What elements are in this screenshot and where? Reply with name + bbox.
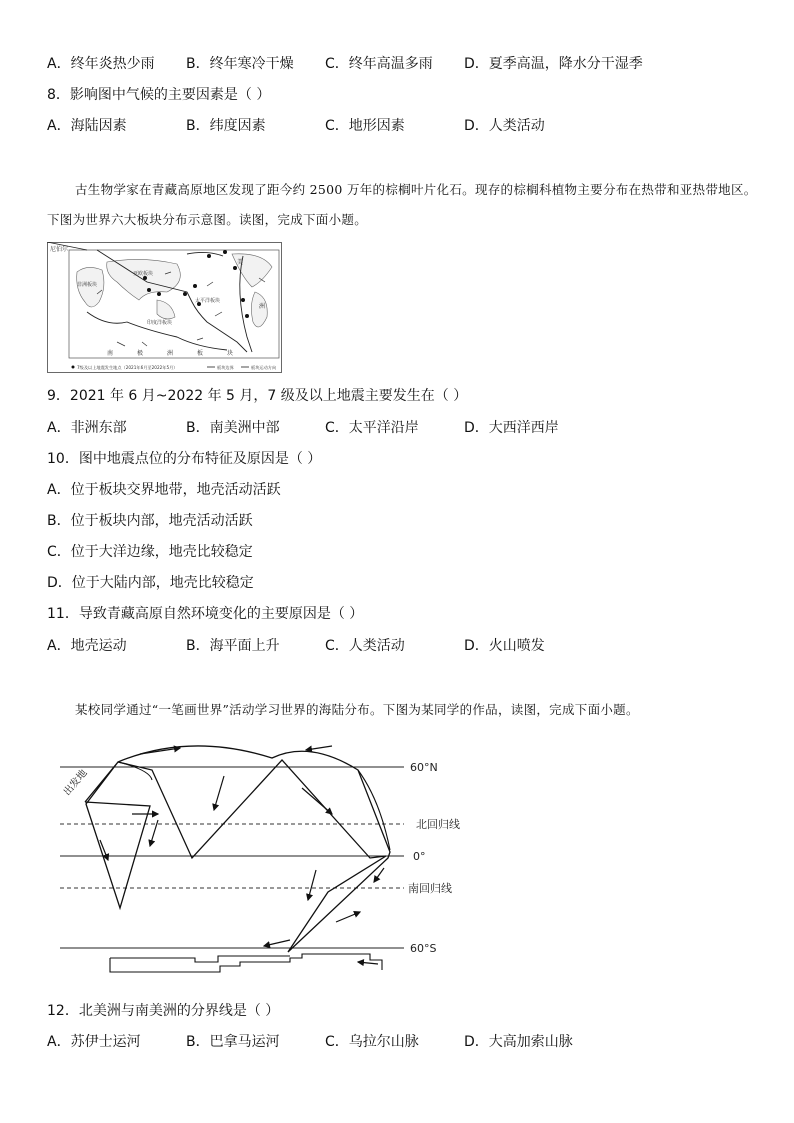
q10-stem: 10．图中地震点位的分布特征及原因是（ ）: [47, 451, 322, 467]
q9-option-c[interactable]: C．太平洋沿岸: [325, 420, 419, 436]
label-tropic-of-cancer: 北回归线: [416, 818, 460, 831]
q12-options: [47, 1032, 573, 1052]
antarctica-outline: [110, 954, 382, 972]
one-stroke-outline: [85, 746, 390, 952]
q10-option-a[interactable]: A．位于板块交界地带，地壳活动活跃: [47, 482, 281, 498]
label-antarctic-5: 块: [227, 350, 234, 357]
q12-option-b[interactable]: B．巴拿马运河: [186, 1034, 280, 1050]
arrow-2: [306, 746, 332, 750]
q10-option-d[interactable]: D．位于大陆内部，地壳比较稳定: [47, 575, 254, 591]
q9-option-d[interactable]: D．大西洋西岸: [464, 420, 559, 436]
q8-options: [47, 116, 545, 136]
q12-stem: 12．北美洲与南美洲的分界线是（ ）: [47, 1003, 280, 1019]
arrow-9: [336, 912, 360, 922]
arrow-12: [358, 962, 378, 964]
q8-option-b[interactable]: B．纬度因素: [186, 118, 266, 134]
label-african-plate: 非洲板块: [77, 282, 98, 288]
arrow-6: [214, 776, 224, 810]
label-antarctic-1: 南: [107, 350, 114, 357]
arrow-7: [302, 788, 332, 814]
legend-quake-text: 7级及以上地震发生地点（2021年6月至2022年5月）: [77, 365, 178, 370]
q12-option-d[interactable]: D．大高加索山脉: [464, 1034, 573, 1050]
legend-arrow-text: 板块运动方向: [251, 365, 277, 370]
q11-option-b[interactable]: B．海平面上升: [186, 638, 280, 654]
q11-stem: 11．导致青藏高原自然环境变化的主要原因是（ ）: [47, 606, 364, 622]
label-eurasian-plate: 亚欧板块: [133, 271, 154, 277]
arrow-10: [264, 940, 290, 946]
q10-option-b[interactable]: B．位于板块内部，地壳活动活跃: [47, 513, 253, 529]
legend-boundary-text: 板块边界: [217, 365, 234, 370]
europe-edge: [118, 762, 152, 780]
q12-option-a[interactable]: A．苏伊士运河: [47, 1034, 141, 1050]
q7-option-c[interactable]: C．终年高温多雨: [325, 56, 433, 72]
q8-option-d[interactable]: D．人类活动: [464, 118, 545, 134]
q7-option-a[interactable]: A．终年炎热少雨: [47, 56, 155, 72]
label-start-point: 出发地: [61, 767, 90, 798]
q11-option-a[interactable]: A．地壳运动: [47, 638, 127, 654]
label-south-america: 洲: [259, 303, 266, 310]
label-tropic-of-capricorn: 南回归线: [408, 882, 452, 895]
q11-option-d[interactable]: D．火山喷发: [464, 638, 545, 654]
label-antarctic-2: 极: [137, 350, 144, 357]
label-antarctic-3: 洲: [167, 350, 174, 357]
q11-option-c[interactable]: C．人类活动: [325, 638, 405, 654]
q9-option-b[interactable]: B．南美洲中部: [186, 420, 280, 436]
q7-option-b[interactable]: B．终年寒冷干燥: [186, 56, 294, 72]
q12-option-c[interactable]: C．乌拉尔山脉: [325, 1034, 419, 1050]
passage-one-stroke-world: 某校同学通过“一笔画世界”活动学习世界的海陆分布。下图为某同学的作品，读图，完成下面小题。: [75, 702, 639, 717]
label-antarctic-4: 板: [197, 350, 204, 357]
q8-option-a[interactable]: A．海陆因素: [47, 118, 127, 134]
label-equator: 0°: [413, 850, 426, 863]
world-plates-map: [47, 242, 282, 373]
q7-option-d[interactable]: D．夏季高温，降水分干湿季: [464, 56, 643, 72]
one-stroke-world-map: [40, 740, 480, 985]
arrow-8: [308, 870, 316, 900]
q9-options: [47, 418, 559, 438]
label-indian-plate: 印度洋板块: [147, 320, 173, 326]
q9-option-a[interactable]: A．非洲东部: [47, 420, 127, 436]
label-pacific-plate: 太平洋板块: [195, 298, 221, 304]
legend-quake-dot: [72, 366, 75, 369]
q8-stem: 8．影响图中气候的主要因素是（ ）: [47, 87, 271, 103]
q7-options: [47, 54, 643, 74]
passage-plates: 古生物学家在青藏高原地区发现了距今约 2500 万年的棕榈叶片化石。现存的棕榈科植物主要分布在热带和亚热带地区。下图为世界六大板块分布示意图。读图，完成下面小题。: [47, 182, 757, 227]
label-north-america: 美: [237, 259, 244, 266]
q8-option-c[interactable]: C．地形因素: [325, 118, 405, 134]
label-60n: 60°N: [410, 761, 438, 774]
q9-stem: 9．2021 年 6 月~2022 年 5 月，7 级及以上地震主要发生在（ ）: [47, 388, 468, 404]
q11-options: [47, 636, 545, 656]
map1-corner-label: 尼伯尔: [50, 246, 69, 253]
q10-option-c[interactable]: C．位于大洋边缘，地壳比较稳定: [47, 544, 253, 560]
label-60s: 60°S: [410, 942, 437, 955]
